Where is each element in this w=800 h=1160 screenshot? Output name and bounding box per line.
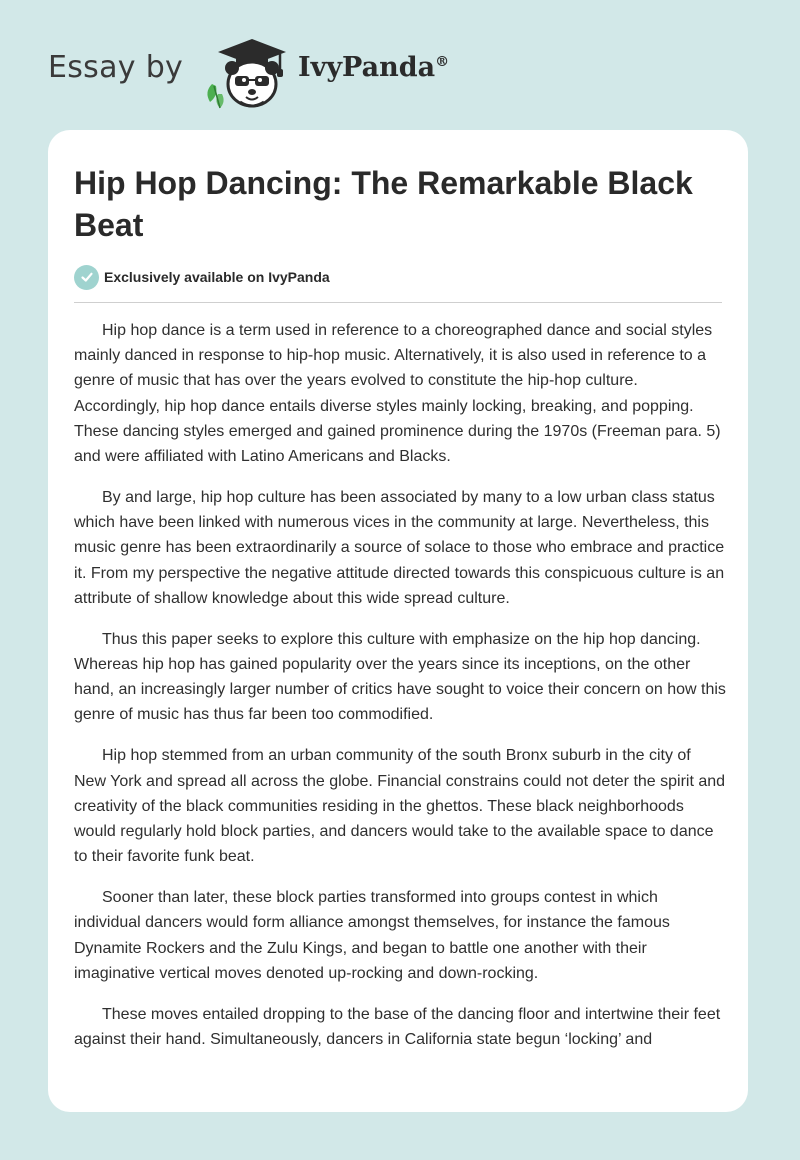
- divider: [74, 302, 722, 303]
- article-body: [74, 318, 726, 1078]
- registered-mark: ®: [435, 54, 450, 70]
- paragraph-5: Sooner than later, these block parties transformed into groups contest in which individual dancers would form alliance amongst themselves, for instance the famous Dynamite Rockers and the Zulu Kings, and began to battle one another with their imaginative vertical moves denoted up-rocking and down-rocking.: [74, 889, 670, 982]
- paragraph-3: Thus this paper seeks to explore this culture with emphasize on the hip hop dancing. Whereas hip hop has gained popularity over the years since its inceptions, on the other hand, an increasingly larger number of critics have sought to voice their concern on how this genre of music has thus far been too commodified.: [74, 630, 726, 724]
- brand-name: IvyPanda®: [298, 52, 450, 83]
- exclusive-badge: [74, 264, 330, 290]
- brand-header[interactable]: [48, 34, 488, 114]
- brand-prefix: Essay by: [48, 50, 184, 85]
- paragraph-6: These moves entailed dropping to the base of the dancing floor and intertwine their feet against their hand. Simultaneously, dancers in California state begun ‘locking’ and: [74, 1005, 721, 1049]
- essay-card: [48, 130, 748, 1112]
- page-title: Hip Hop Dancing: The Remarkable Black Beat: [74, 165, 693, 243]
- check-circle-icon: [74, 265, 99, 290]
- paragraph-1: Hip hop dance is a term used in reference to a choreographed dance and social styles mainly danced in response to hip-hop music. Alternatively, it is also used in reference to a genre of music that has over the years evolved to constitute the hip-hop culture. Accordingly, hip hop dance entails diverse styles mainly locking, breaking, and popping. These dancing styles emerged and gained prominence during the 1970s (Freeman para. 5) and were affiliated with Latino Americans and Blacks.: [74, 322, 721, 466]
- paragraph-2: By and large, hip hop culture has been associated by many to a low urban class status which have been linked with numerous vices in the community at large. Nevertheless, this music genre has been extraordinarily a source of solace to those who embrace and practice it. From my perspective the negative attitude directed towards this conspicuous culture is an attribute of shallow knowledge about this wide spread culture.: [74, 489, 725, 607]
- panda-graduate-logo-icon: [202, 36, 292, 110]
- paragraph-4: Hip hop stemmed from an urban community of the south Bronx suburb in the city of New York and spread all across the globe. Financial constrains could not deter the spirit and creativity of the black communities residing in the ghettos. These black neighborhoods would regularly hold block parties, and dancers would take to the available space to dance to their favorite funk beat.: [74, 747, 726, 866]
- exclusive-label: Exclusively available on IvyPanda: [104, 269, 330, 285]
